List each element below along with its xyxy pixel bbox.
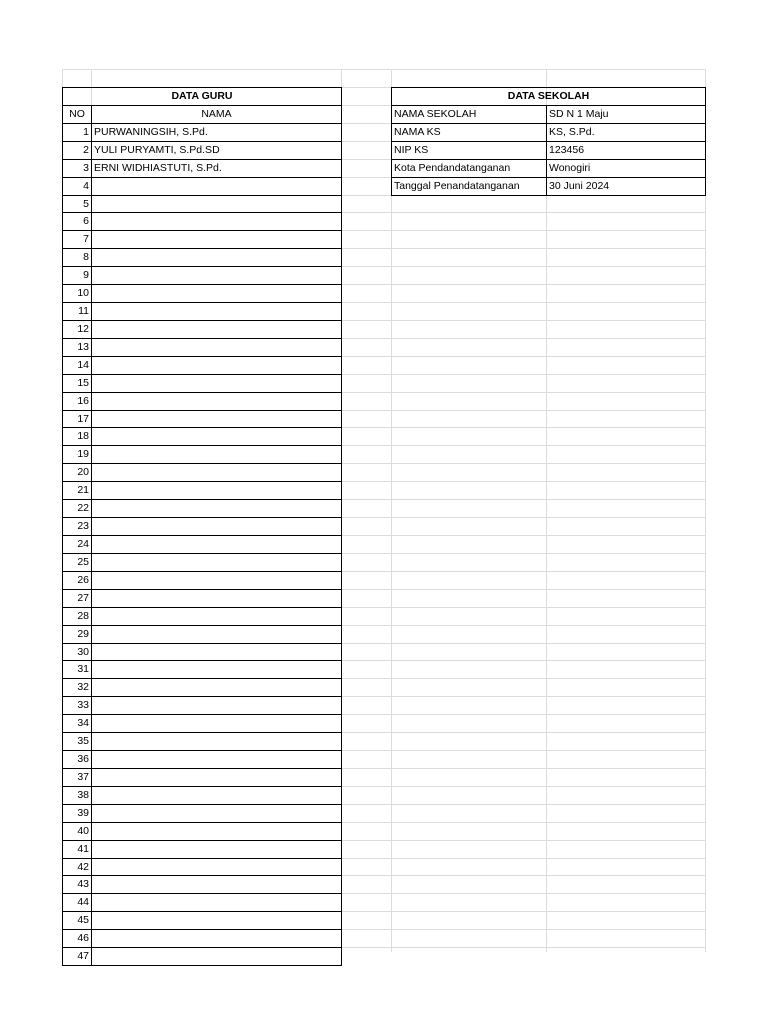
guru-row-nama bbox=[91, 445, 342, 464]
guru-row-nama bbox=[91, 195, 342, 214]
guru-row-nama bbox=[91, 858, 342, 877]
guru-row-no: 39 bbox=[62, 804, 92, 823]
guru-row-no: 35 bbox=[62, 732, 92, 751]
guru-row-no: 20 bbox=[62, 463, 92, 482]
guru-row-nama bbox=[91, 248, 342, 267]
guru-row-nama bbox=[91, 517, 342, 536]
guru-row-no: 43 bbox=[62, 875, 92, 894]
guru-row-no: 41 bbox=[62, 840, 92, 859]
guru-row-nama bbox=[91, 463, 342, 482]
guru-row-no: 38 bbox=[62, 786, 92, 805]
guru-header-no: NO bbox=[62, 105, 92, 124]
guru-row-nama bbox=[91, 696, 342, 715]
guru-row-nama: YULI PURYAMTI, S.Pd.SD bbox=[91, 141, 342, 160]
sekolah-row-value: KS, S.Pd. bbox=[546, 123, 706, 142]
guru-row-no: 18 bbox=[62, 427, 92, 446]
guru-row-no: 2 bbox=[62, 141, 92, 160]
guru-row-nama bbox=[91, 571, 342, 590]
guru-row-no: 13 bbox=[62, 338, 92, 357]
guru-row-nama bbox=[91, 553, 342, 572]
guru-row-no: 32 bbox=[62, 678, 92, 697]
guru-row-nama bbox=[91, 643, 342, 662]
sekolah-row-value: Wonogiri bbox=[546, 159, 706, 178]
guru-row-no: 11 bbox=[62, 302, 92, 321]
guru-row-no: 1 bbox=[62, 123, 92, 142]
guru-row-nama bbox=[91, 177, 342, 196]
guru-row-no: 28 bbox=[62, 607, 92, 626]
gridline-horizontal bbox=[62, 69, 705, 70]
guru-title: DATA GURU bbox=[62, 87, 342, 106]
guru-row-nama bbox=[91, 535, 342, 554]
sekolah-row-label: Tanggal Penandatanganan bbox=[391, 177, 547, 196]
guru-row-no: 47 bbox=[62, 947, 92, 966]
guru-row-no: 16 bbox=[62, 392, 92, 411]
gridline-vertical bbox=[705, 69, 706, 952]
guru-header-nama: NAMA bbox=[91, 105, 342, 124]
sekolah-row-label: NAMA KS bbox=[391, 123, 547, 142]
guru-row-no: 30 bbox=[62, 643, 92, 662]
guru-row-nama bbox=[91, 678, 342, 697]
guru-row-nama bbox=[91, 212, 342, 231]
guru-row-nama bbox=[91, 750, 342, 769]
guru-row-nama bbox=[91, 947, 342, 966]
guru-row-no: 15 bbox=[62, 374, 92, 393]
guru-row-no: 10 bbox=[62, 284, 92, 303]
guru-row-no: 3 bbox=[62, 159, 92, 178]
guru-row-no: 7 bbox=[62, 230, 92, 249]
guru-row-no: 24 bbox=[62, 535, 92, 554]
guru-row-nama bbox=[91, 893, 342, 912]
guru-row-no: 23 bbox=[62, 517, 92, 536]
guru-row-no: 46 bbox=[62, 929, 92, 948]
guru-row-nama bbox=[91, 875, 342, 894]
guru-row-no: 34 bbox=[62, 714, 92, 733]
guru-row-nama bbox=[91, 374, 342, 393]
guru-row-no: 29 bbox=[62, 625, 92, 644]
guru-row-nama bbox=[91, 589, 342, 608]
guru-row-nama: PURWANINGSIH, S.Pd. bbox=[91, 123, 342, 142]
guru-row-nama bbox=[91, 481, 342, 500]
guru-row-no: 17 bbox=[62, 410, 92, 429]
guru-row-nama bbox=[91, 804, 342, 823]
guru-row-nama bbox=[91, 786, 342, 805]
guru-row-nama bbox=[91, 911, 342, 930]
guru-row-no: 37 bbox=[62, 768, 92, 787]
sekolah-row-value: 30 Juni 2024 bbox=[546, 177, 706, 196]
guru-row-nama bbox=[91, 768, 342, 787]
guru-row-nama: ERNI WIDHIASTUTI, S.Pd. bbox=[91, 159, 342, 178]
guru-row-nama bbox=[91, 822, 342, 841]
gridline-vertical bbox=[546, 69, 547, 952]
gridline-vertical bbox=[391, 69, 392, 952]
guru-row-no: 40 bbox=[62, 822, 92, 841]
guru-row-nama bbox=[91, 929, 342, 948]
guru-row-nama bbox=[91, 356, 342, 375]
guru-row-nama bbox=[91, 302, 342, 321]
guru-row-no: 33 bbox=[62, 696, 92, 715]
guru-row-no: 25 bbox=[62, 553, 92, 572]
guru-row-nama bbox=[91, 392, 342, 411]
guru-row-no: 44 bbox=[62, 893, 92, 912]
guru-row-nama bbox=[91, 660, 342, 679]
guru-row-no: 36 bbox=[62, 750, 92, 769]
sekolah-row-label: NAMA SEKOLAH bbox=[391, 105, 547, 124]
guru-row-no: 26 bbox=[62, 571, 92, 590]
sekolah-row-value: SD N 1 Maju bbox=[546, 105, 706, 124]
guru-row-nama bbox=[91, 607, 342, 626]
guru-row-nama bbox=[91, 266, 342, 285]
guru-row-no: 27 bbox=[62, 589, 92, 608]
sekolah-row-label: Kota Pendandatanganan bbox=[391, 159, 547, 178]
guru-row-nama bbox=[91, 714, 342, 733]
guru-row-no: 12 bbox=[62, 320, 92, 339]
guru-row-nama bbox=[91, 840, 342, 859]
guru-row-nama bbox=[91, 320, 342, 339]
guru-row-no: 6 bbox=[62, 212, 92, 231]
sekolah-title: DATA SEKOLAH bbox=[391, 87, 706, 106]
guru-row-no: 14 bbox=[62, 356, 92, 375]
guru-row-nama bbox=[91, 732, 342, 751]
guru-row-no: 31 bbox=[62, 660, 92, 679]
guru-row-nama bbox=[91, 284, 342, 303]
guru-row-no: 42 bbox=[62, 858, 92, 877]
guru-row-nama bbox=[91, 410, 342, 429]
guru-row-nama bbox=[91, 625, 342, 644]
guru-row-no: 19 bbox=[62, 445, 92, 464]
guru-row-no: 21 bbox=[62, 481, 92, 500]
sekolah-row-value: 123456 bbox=[546, 141, 706, 160]
guru-row-no: 22 bbox=[62, 499, 92, 518]
sekolah-row-label: NIP KS bbox=[391, 141, 547, 160]
guru-row-no: 45 bbox=[62, 911, 92, 930]
guru-row-nama bbox=[91, 230, 342, 249]
guru-row-no: 4 bbox=[62, 177, 92, 196]
guru-row-no: 9 bbox=[62, 266, 92, 285]
guru-row-no: 8 bbox=[62, 248, 92, 267]
guru-row-nama bbox=[91, 499, 342, 518]
guru-row-no: 5 bbox=[62, 195, 92, 214]
guru-row-nama bbox=[91, 427, 342, 446]
guru-row-nama bbox=[91, 338, 342, 357]
